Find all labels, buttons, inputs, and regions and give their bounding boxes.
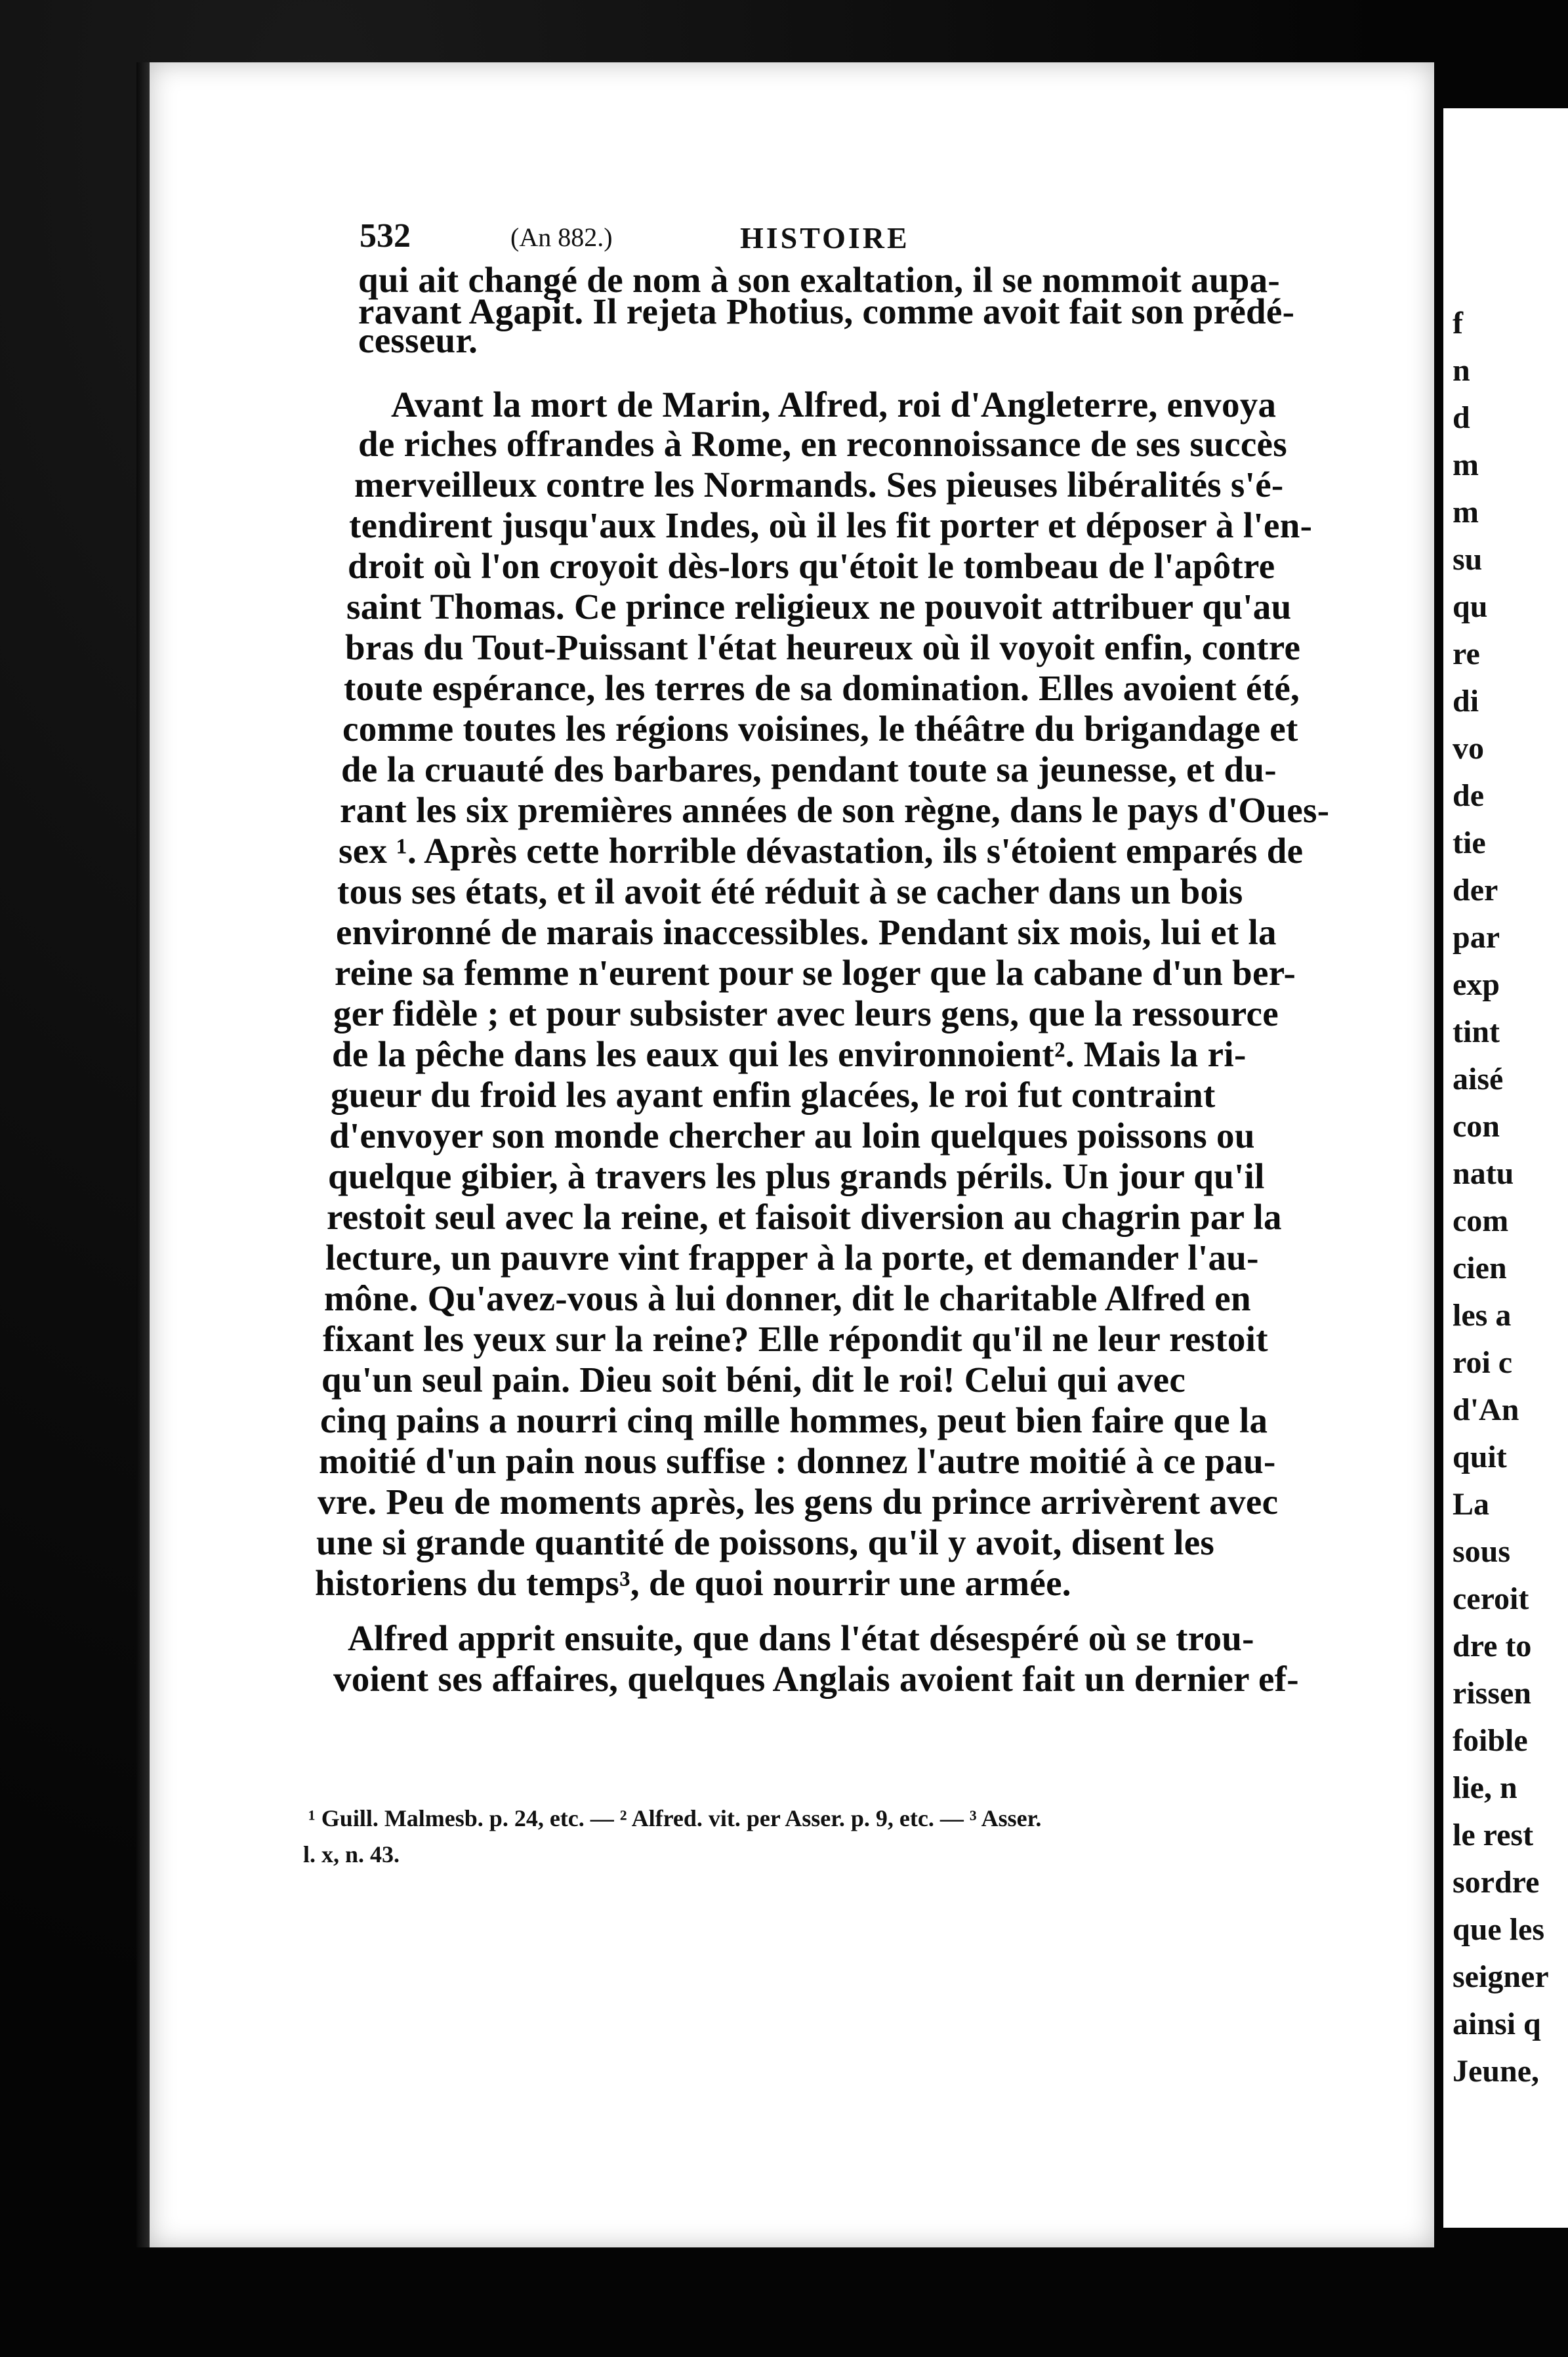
text-line: sex ¹. Après cette horrible dévastation, ils s'étoient emparés de (339, 831, 1304, 871)
facing-page-text: tie (1453, 825, 1486, 860)
facing-page-text: sordre (1453, 1865, 1540, 1900)
text-line: Alfred apprit ensuite, que dans l'état désespéré où se trou- (348, 1618, 1254, 1658)
text-line: tous ses états, et il avoit été réduit à se cacher dans un bois (337, 871, 1243, 911)
facing-page-text: tint (1453, 1014, 1500, 1049)
facing-page-text: qu (1453, 589, 1488, 624)
facing-page-text: m (1453, 448, 1479, 482)
text-line: Avant la mort de Marin, Alfred, roi d'Angleterre, envoya (391, 385, 1277, 425)
facing-page-text: les a (1453, 1298, 1512, 1333)
text-line: d'envoyer son monde chercher au loin quelques poissons ou (329, 1116, 1255, 1156)
text-line: une si grande quantité de poissons, qu'il y avoit, disent les (316, 1522, 1215, 1562)
facing-page-text: sous (1453, 1534, 1511, 1569)
text-line: qu'un seul pain. Dieu soit béni, dit le roi! Celui qui avec (321, 1360, 1186, 1400)
facing-page-text: d (1453, 400, 1470, 435)
text-line: ger fidèle ; et pour subsister avec leurs gens, que la ressource (333, 993, 1279, 1033)
text-line: comme toutes les régions voisines, le théâtre du brigandage et (342, 709, 1298, 749)
running-title: HISTOIRE (740, 221, 910, 255)
text-line: fixant les yeux sur la reine? Elle répondit qu'il ne leur restoit (323, 1319, 1268, 1359)
text-line: environné de marais inaccessibles. Pendant six mois, lui et la (336, 912, 1277, 952)
text-line: quelque gibier, à travers les plus grands périls. Un jour qu'il (328, 1156, 1265, 1196)
footnote-line: l. x, n. 43. (303, 1841, 400, 1867)
text-line: cinq pains a nourri cinq mille hommes, peut bien faire que la (320, 1400, 1268, 1440)
text-line: saint Thomas. Ce prince religieux ne pouvoit attribuer qu'au (346, 587, 1292, 627)
text-line: de riches offrandes à Rome, en reconnoissance de ses succès (358, 424, 1287, 464)
facing-page-fragment (1443, 108, 1568, 2228)
facing-page-text: vo (1453, 731, 1484, 766)
footnote-line: ¹ Guill. Malmesb. p. 24, etc. — ² Alfred. vit. per Asser. p. 9, etc. — ³ Asser. (308, 1805, 1042, 1831)
text-line: de la cruauté des barbares, pendant toute sa jeunesse, et du- (341, 749, 1277, 789)
text-line: restoit seul avec la reine, et faisoit diversion au chagrin par la (327, 1197, 1282, 1237)
text-line: lecture, un pauvre vint frapper à la porte, et demander l'au- (325, 1238, 1259, 1278)
facing-page-text: exp (1453, 967, 1500, 1002)
text-line: bras du Tout-Puissant l'état heureux où il voyoit enfin, contre (345, 627, 1301, 667)
facing-page-text: par (1453, 920, 1500, 955)
text-line: ravant Agapit. Il rejeta Photius, comme avoit fait son prédé- (358, 291, 1295, 331)
facing-page-text: rissen (1453, 1676, 1531, 1711)
page-gutter-shadow (136, 62, 150, 2247)
text-line: gueur du froid les ayant enfin glacées, le roi fut contraint (331, 1075, 1216, 1115)
facing-page-text: ceroit (1453, 1581, 1529, 1616)
facing-page-text: con (1453, 1109, 1500, 1144)
text-line: rant les six premières années de son règne, dans le pays d'Oues- (340, 790, 1330, 830)
facing-page-text: seigner (1453, 1959, 1549, 1994)
text-line: tendirent jusqu'aux Indes, où il les fit porter et déposer à l'en- (349, 505, 1313, 545)
page-number: 532 (360, 217, 411, 255)
text-line: mône. Qu'avez-vous à lui donner, dit le charitable Alfred en (324, 1278, 1251, 1318)
text-line: toute espérance, les terres de sa domination. Elles avoient été, (344, 668, 1300, 708)
facing-page-text: m (1453, 495, 1479, 530)
facing-page-text: di (1453, 684, 1479, 719)
text-line: historiens du temps³, de quoi nourrir une armée. (315, 1563, 1071, 1603)
text-line: merveilleux contre les Normands. Ses pieuses libéralités s'é- (354, 465, 1284, 505)
text-line: droit où l'on croyoit dès-lors qu'étoit le tombeau de l'apôtre (348, 546, 1275, 586)
facing-page-text: dre to (1453, 1629, 1532, 1663)
text-line: voient ses affaires, quelques Anglais avoient fait un dernier ef- (333, 1659, 1299, 1699)
facing-page-text: f (1453, 306, 1463, 341)
facing-page-text: n (1453, 353, 1470, 388)
text-line: de la pêche dans les eaux qui les environnoient². Mais la ri- (332, 1034, 1247, 1074)
facing-page-text: d'An (1453, 1392, 1519, 1427)
year-marker: (An 882.) (510, 222, 613, 252)
text-line: qui ait changé de nom à son exaltation, il se nommoit aupa- (358, 260, 1281, 300)
facing-page-text: aisé (1453, 1062, 1504, 1096)
page-header (360, 217, 1344, 262)
facing-page-text: de (1453, 778, 1484, 813)
facing-page-text: com (1453, 1203, 1509, 1238)
facing-page-text: Jeune, (1453, 2054, 1539, 2089)
facing-page-text: der (1453, 873, 1498, 907)
facing-page-text: re (1453, 636, 1480, 671)
facing-page-text: quit (1453, 1440, 1507, 1474)
text-line: reine sa femme n'eurent pour se loger que la cabane d'un ber- (335, 953, 1296, 993)
facing-page-text: que les (1453, 1912, 1545, 1947)
facing-page-text: La (1453, 1487, 1490, 1522)
facing-page-text: su (1453, 542, 1483, 577)
facing-page-text: foible (1453, 1723, 1528, 1758)
text-line: vre. Peu de moments après, les gens du prince arrivèrent avec (318, 1482, 1279, 1522)
facing-page-text: cien (1453, 1251, 1507, 1285)
facing-page-text: le rest (1453, 1818, 1534, 1852)
facing-page-text: roi c (1453, 1345, 1513, 1380)
facing-page-text: ainsi q (1453, 2007, 1541, 2041)
text-line: moitié d'un pain nous suffise : donnez l'autre moitié à ce pau- (319, 1441, 1276, 1481)
facing-page-text: natu (1453, 1156, 1514, 1191)
text-line: cesseur. (358, 320, 478, 360)
facing-page-text: lie, n (1453, 1770, 1517, 1805)
